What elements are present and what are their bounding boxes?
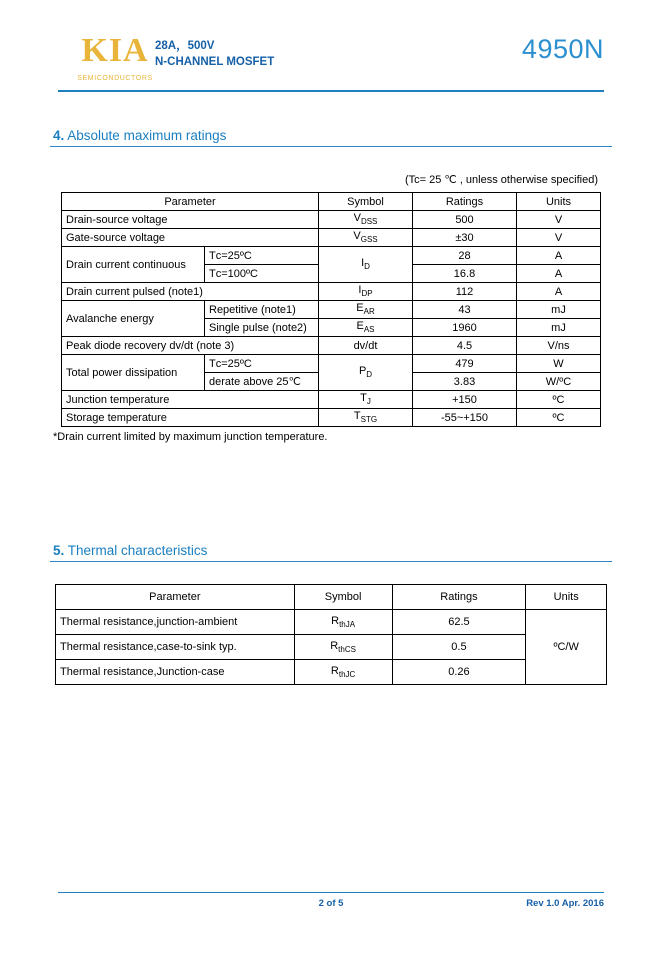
cell-sub-condition: Tᴄ=25ºC bbox=[205, 355, 319, 373]
cell-rating: 479 bbox=[413, 355, 517, 373]
cell-rating: 3.83 bbox=[413, 373, 517, 391]
section-absolute-maximum-ratings bbox=[50, 128, 612, 443]
cell-parameter: Avalanche energy bbox=[62, 301, 205, 337]
column-header-symbol: Symbol bbox=[319, 193, 413, 211]
cell-unit: V bbox=[517, 211, 601, 229]
section-4-divider bbox=[50, 146, 612, 147]
cell-symbol bbox=[319, 283, 413, 301]
symbol-subscript: D bbox=[366, 370, 373, 380]
revision-label: Rev 1.0 Apr. 2016 bbox=[526, 898, 604, 909]
symbol-base: I bbox=[361, 257, 365, 270]
cell-symbol bbox=[319, 211, 413, 229]
cell-symbol: dv/dt bbox=[319, 337, 413, 355]
column-header-ratings: Ratings bbox=[413, 193, 517, 211]
section-4-heading bbox=[50, 128, 612, 146]
symbol-base: E bbox=[356, 302, 364, 315]
column-header-units: Units bbox=[517, 193, 601, 211]
table-row bbox=[62, 229, 601, 247]
table-row bbox=[56, 660, 607, 685]
symbol-subscript: thJC bbox=[338, 670, 356, 680]
symbol-subscript: AR bbox=[363, 307, 375, 317]
cell-symbol bbox=[319, 247, 413, 283]
symbol-base: I bbox=[358, 284, 362, 297]
cell-unit: W bbox=[517, 355, 601, 373]
column-header-parameter: Parameter bbox=[62, 193, 319, 211]
column-header-symbol: Symbol bbox=[294, 585, 392, 610]
table-row bbox=[62, 391, 601, 409]
company-logo bbox=[60, 34, 170, 82]
cell-parameter: Thermal resistance,case-to-sink typ. bbox=[56, 635, 295, 660]
section-4-title: Absolute maximum ratings bbox=[67, 128, 227, 143]
cell-rating: 4.5 bbox=[413, 337, 517, 355]
cell-unit: mJ bbox=[517, 301, 601, 319]
cell-symbol bbox=[294, 660, 392, 685]
cell-rating: 500 bbox=[413, 211, 517, 229]
section-5-title: Thermal characteristics bbox=[67, 543, 208, 558]
symbol-subscript: DSS bbox=[360, 217, 378, 227]
section-4-number: 4. bbox=[53, 128, 65, 143]
cell-unit: V bbox=[517, 229, 601, 247]
page-number: 2 of 5 bbox=[318, 898, 344, 909]
table-header-row bbox=[56, 585, 607, 610]
symbol-base: P bbox=[358, 365, 367, 378]
symbol-subscript: AS bbox=[363, 325, 375, 335]
document-page bbox=[0, 28, 662, 964]
cell-symbol bbox=[319, 301, 413, 319]
cell-unit: V/ns bbox=[517, 337, 601, 355]
cell-sub-condition: Repetitive (note1) bbox=[205, 301, 319, 319]
product-spec-line2: N-CHANNEL MOSFET bbox=[155, 56, 275, 68]
cell-symbol bbox=[319, 229, 413, 247]
symbol-base: T bbox=[360, 392, 367, 405]
table-row bbox=[62, 247, 601, 265]
symbol-subscript: GSS bbox=[360, 235, 378, 245]
cell-parameter: Drain current pulsed (note1) bbox=[62, 283, 319, 301]
cell-parameter: Storage temperature bbox=[62, 409, 319, 427]
table-row bbox=[62, 301, 601, 319]
cell-parameter: Junction temperature bbox=[62, 391, 319, 409]
table-row bbox=[62, 337, 601, 355]
symbol-subscript: DP bbox=[361, 289, 373, 299]
cell-symbol bbox=[294, 635, 392, 660]
cell-parameter: Thermal resistance,junction-ambient bbox=[56, 610, 295, 635]
cell-parameter: Thermal resistance,Junction-case bbox=[56, 660, 295, 685]
section-5-heading bbox=[50, 543, 612, 561]
cell-symbol bbox=[319, 319, 413, 337]
symbol-base: T bbox=[353, 410, 361, 423]
symbol-subscript: STG bbox=[360, 415, 378, 425]
table-row bbox=[56, 610, 607, 635]
column-header-units: Units bbox=[526, 585, 607, 610]
cell-rating: 28 bbox=[413, 247, 517, 265]
symbol-base: R bbox=[330, 639, 339, 652]
column-header-parameter: Parameter bbox=[56, 585, 295, 610]
symbol-base: E bbox=[356, 320, 364, 333]
cell-rating: 0.5 bbox=[392, 635, 526, 660]
symbol-subscript: J bbox=[366, 397, 371, 407]
section-5-divider bbox=[50, 561, 612, 562]
thermal-characteristics-table bbox=[55, 584, 607, 685]
cell-parameter: Drain current continuous bbox=[62, 247, 205, 283]
cell-sub-condition: derate above 25℃ bbox=[205, 373, 319, 391]
cell-parameter: Peak diode recovery dv/dt (note 3) bbox=[62, 337, 319, 355]
section-thermal-characteristics bbox=[50, 543, 612, 685]
part-number: 4950N bbox=[521, 34, 604, 64]
cell-unit: W/ºC bbox=[517, 373, 601, 391]
absolute-maximum-ratings-table bbox=[61, 192, 601, 427]
logo-subtitle: SEMICONDUCTORS bbox=[77, 75, 153, 82]
table-header-row bbox=[62, 193, 601, 211]
symbol-base: R bbox=[330, 664, 339, 677]
cell-sub-condition: Tᴄ=25ºC bbox=[205, 247, 319, 265]
cell-rating: ±30 bbox=[413, 229, 517, 247]
table-row bbox=[56, 635, 607, 660]
symbol-base: V bbox=[353, 212, 361, 225]
product-spec bbox=[155, 38, 274, 70]
symbol-subscript: thCS bbox=[338, 645, 356, 655]
cell-symbol bbox=[319, 355, 413, 391]
cell-symbol bbox=[319, 409, 413, 427]
cell-parameter: Drain-source voltage bbox=[62, 211, 319, 229]
page-footer bbox=[58, 892, 604, 917]
table-row bbox=[62, 409, 601, 427]
cell-rating: 62.5 bbox=[392, 610, 526, 635]
cell-symbol bbox=[319, 391, 413, 409]
page-header bbox=[50, 28, 612, 94]
cell-parameter: Total power dissipation bbox=[62, 355, 205, 391]
cell-unit: ºC/W bbox=[526, 610, 607, 685]
symbol-base: V bbox=[353, 230, 361, 243]
cell-rating: 16.8 bbox=[413, 265, 517, 283]
cell-sub-condition: Tᴄ=100ºC bbox=[205, 265, 319, 283]
footer-divider bbox=[58, 892, 604, 894]
cell-symbol bbox=[294, 610, 392, 635]
cell-rating: 0.26 bbox=[392, 660, 526, 685]
symbol-subscript: thJA bbox=[339, 620, 356, 630]
table-row bbox=[62, 211, 601, 229]
section-5-number: 5. bbox=[53, 543, 65, 558]
cell-unit: A bbox=[517, 247, 601, 265]
cell-unit: ºC bbox=[517, 409, 601, 427]
cell-unit: ºC bbox=[517, 391, 601, 409]
cell-parameter: Gate-source voltage bbox=[62, 229, 319, 247]
cell-unit: A bbox=[517, 265, 601, 283]
header-divider bbox=[58, 90, 604, 92]
cell-rating: 43 bbox=[413, 301, 517, 319]
cell-rating: -55~+150 bbox=[413, 409, 517, 427]
cell-rating: 112 bbox=[413, 283, 517, 301]
symbol-base: R bbox=[331, 614, 340, 627]
test-condition-note: (Tc= 25 ℃ , unless otherwise specified) bbox=[404, 174, 598, 186]
cell-rating: 1960 bbox=[413, 319, 517, 337]
cell-unit: A bbox=[517, 283, 601, 301]
table-footnote: *Drain current limited by maximum junction temperature. bbox=[53, 431, 328, 443]
cell-sub-condition: Single pulse (note2) bbox=[205, 319, 319, 337]
logo-text: KIA bbox=[81, 32, 149, 69]
cell-unit: mJ bbox=[517, 319, 601, 337]
column-header-ratings: Ratings bbox=[392, 585, 526, 610]
table-row bbox=[62, 283, 601, 301]
table-row bbox=[62, 355, 601, 373]
product-spec-line1: 28A，500V bbox=[155, 40, 215, 52]
symbol-subscript: D bbox=[364, 262, 370, 272]
cell-rating: +150 bbox=[413, 391, 517, 409]
